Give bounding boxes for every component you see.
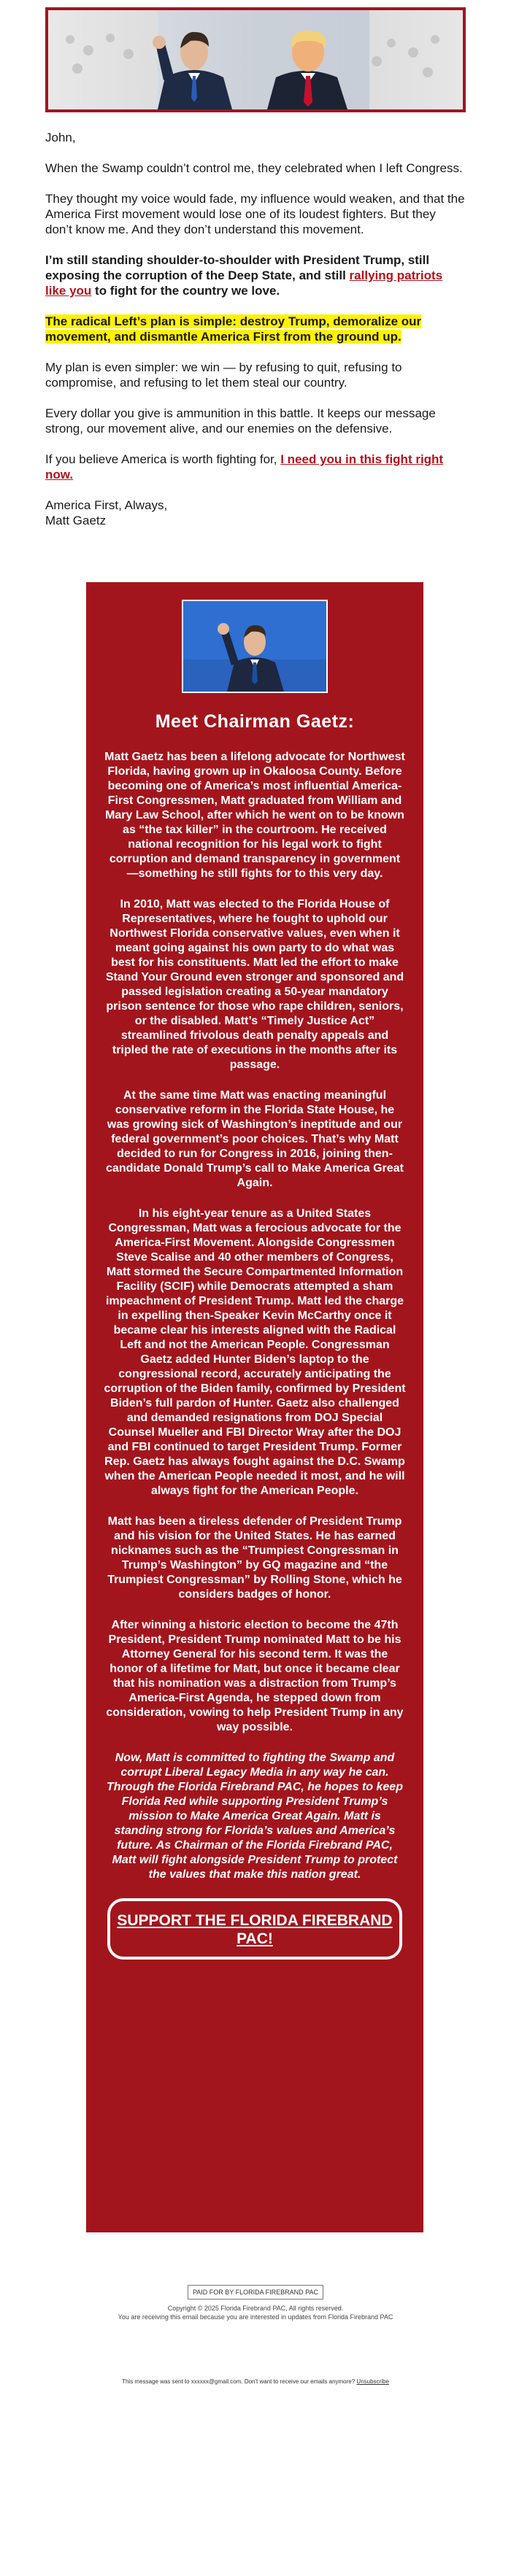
footer	[0, 2285, 511, 2321]
letter-paragraph-2: They thought my voice would fade, my influence would weaken, and that the America First movement would lose one of its loudest fighters. But they don’t know me. And they don’t understand this movement.	[45, 192, 465, 236]
bio-paragraph-5: Matt has been a tireless defender of President Trump and his vision for the United States. He has earned nicknames such as the “Trumpiest Congressman in Trump’s Washington” by GQ magazine and “the Trumpiest Congressman” by Rolling Stone, which he considers badges of honor.	[107, 1515, 402, 1601]
bio-paragraph-1: Matt Gaetz has been a lifelong advocate for Northwest Florida, having grown up in Okaloosa County. Before becoming one of America’s most influential America-First Congressmen, Matt graduated from William and Mary Law School, after which he went on to be known as “the tax killer” in the courtroom. He received national recognition for his legal work to fight corruption and demand transparency in government—something he still fights for to this very day.	[104, 751, 405, 880]
letter-paragraph-7-start: If you believe America is worth fighting for,	[45, 452, 281, 466]
bio-paragraph-2: In 2010, Matt was elected to the Florida House of Representatives, where he fought to uphold our Northwest Florida conservative values, even when it meant going against his own party to do what was best for his constituents. Matt led the effort to make Stand Your Ground even stronger and sponsored and passed legislation creating a 50-year mandatory prison sentence for those who rape children, seniors, or the disabled. Matt’s “Timely Justice Act” streamlined frivolous death penalty appeals and tripled the rate of executions in the months after its passage.	[105, 898, 404, 1071]
signoff: America First, Always,	[45, 498, 168, 512]
letter-paragraph-3	[45, 252, 466, 298]
rallying-patriots-link[interactable]: rallying patriots like you	[45, 268, 443, 298]
header-banner	[45, 7, 466, 112]
bio-box	[86, 582, 423, 2232]
bio-paragraph-3: At the same time Matt was enacting meaningful conservative reform in the Florida State House, he was growing sick of Washington’s ineptitude and our federal government’s poor choices. That’s why Matt decided to run for Congress in 2016, joining then-candidate Donald Trump’s call to Make America Great Again.	[106, 1089, 404, 1189]
letter-paragraph-6: Every dollar you give is ammunition in this battle. It keeps our message strong, our movement alive, and our enemies on the defensive.	[45, 406, 436, 436]
bio-paragraph-4: In his eight-year tenure as a United States Congressman, Matt was a ferocious advocate for the America-First Movement. Alongside Congressmen Steve Scalise and 40 other members of Congress, Matt stormed the Secure Compartmented Information Facility (SCIF) while Democrats attempted a sham impeachment of President Trump. Matt led the charge in expelling then-Speaker Kevin McCarthy once it became clear his interests aligned with the Radical Left and not the American People. Congressman Gaetz added Hunter Biden’s laptop to the congressional record, accurately anticipating the corruption of the Biden family, confirmed by President Biden’s full pardon of Hunter. Gaetz also challenged and demanded resignations from DOJ Special Counsel Mueller and FBI Director Wray after the DOJ and FBI continued to target President Trump. Former Rep. Gaetz has always fought against the D.C. Swamp when the American People needed it most, and he will always fight for the American People.	[104, 1207, 406, 1497]
letter-body	[45, 130, 466, 528]
letter-paragraph-5: My plan is even simpler: we win — by refusing to quit, refusing to compromise, and refusing to let them steal our country.	[45, 360, 402, 390]
signature: Matt Gaetz	[45, 514, 107, 527]
chairman-photo	[182, 600, 328, 693]
bio-paragraph-7: Now, Matt is committed to fighting the Swamp and corrupt Liberal Legacy Media in any way he can. Through the Florida Firebrand PAC, he hopes to keep Florida Red while supporting President Trump’s mission to Make America Great Again. Matt is standing strong for Florida’s values and America’s future. As Chairman of the Florida Firebrand PAC, Matt will fight alongside President Trump to protect the values that make this nation great.	[107, 1752, 403, 1881]
signoff-block	[45, 498, 466, 528]
bio-paragraph-6: After winning a historic election to become the 47th President, President Trump nominated Matt to be his Attorney General for his second term. It was the honor of a lifetime for Matt, but once it became clear that his nomination was a distraction from Trump’s America-First Agenda, he stepped down from consideration, vowing to help President Trump in any way possible.	[106, 1619, 404, 1733]
greeting: John,	[45, 131, 76, 144]
copyright-text: Copyright © 2025 Florida Firebrand PAC, All rights reserved.	[167, 2305, 344, 2312]
email-page	[0, 7, 511, 2385]
letter-paragraph-4	[45, 314, 466, 344]
support-pac-button[interactable]: SUPPORT THE FLORIDA FIREBRAND PAC!	[107, 1898, 402, 1960]
banner-photo	[48, 10, 463, 109]
unsubscribe-link[interactable]: Unsubscribe	[356, 2378, 389, 2385]
paid-for-box: PAID FOR BY FLORIDA FIREBRAND PAC	[188, 2285, 323, 2300]
receiving-reason-text: You are receiving this email because you are interested in updates from Florida Firebrand PAC	[118, 2313, 393, 2321]
letter-paragraph-3-end: to fight for the country we love.	[91, 284, 280, 298]
letter-paragraph-7	[45, 452, 466, 482]
highlighted-text: The radical Left’s plan is simple: destroy Trump, demoralize our movement, and dismantle America First from the ground up.	[45, 314, 422, 344]
need-you-link[interactable]: I need you in this fight right now.	[45, 452, 444, 481]
letter-paragraph-3-start: I’m still standing shoulder-to-shoulder with President Trump, still exposing the corruption of the Deep State, and still	[45, 253, 430, 282]
unsubscribe-line	[0, 2378, 511, 2385]
letter-paragraph-1: When the Swamp couldn’t control me, they celebrated when I left Congress.	[45, 161, 463, 175]
bio-title: Meet Chairman Gaetz:	[155, 711, 355, 732]
sent-to-text: This message was sent to xxxxxx@gmail.com. Don't want to receive our emails anymore?	[122, 2378, 357, 2385]
